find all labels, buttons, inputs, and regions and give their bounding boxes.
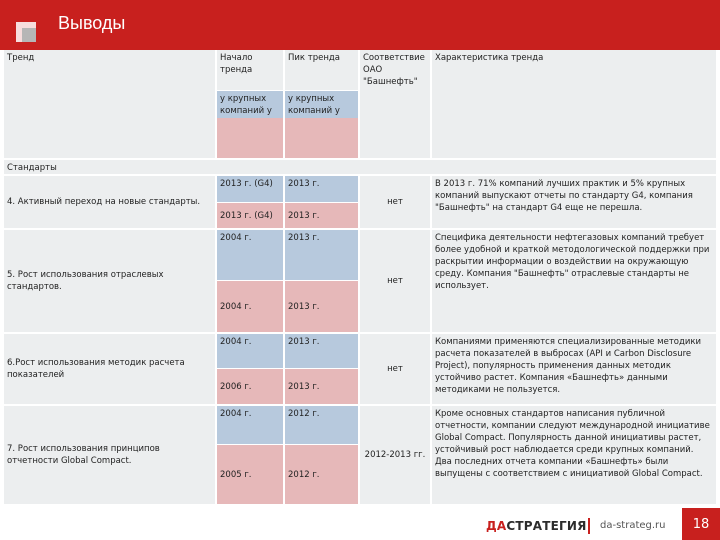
subheader-start: у крупных компаний у xyxy=(217,91,283,158)
start-big-cell: 2004 г. xyxy=(217,334,283,368)
characteristic-cell: В 2013 г. 71% компаний лучших практик и 5% крупных компаний выпускают отчеты по стандарту G4, компания "Башнефть" на стандарт G4 еще не перешла. xyxy=(432,176,716,228)
page-number: 18 xyxy=(682,508,720,540)
trend-cell: 6.Рост использования методик расчета показателей xyxy=(4,334,215,404)
characteristic-cell: Специфика деятельности нефтегазовых компаний требует более удобной и краткой методологической поддержки при раскрытии информации о воздействии на окружающую среду. Компания "Башнефть" отраслевые стандарты не использует. xyxy=(432,230,716,332)
characteristic-cell: Кроме основных стандартов написания публичной отчетности, компании следуют международной инициативе Global Compact. Популярность данной инициативы растет, устойчивый рост наблюдается среди крупных компаний. Два последних отчета компании «Башнефть» были выпущены с соответствием с инициативой Global Compact. xyxy=(432,406,716,504)
section-label: Стандарты xyxy=(4,160,716,174)
footer-site-link[interactable]: da-strateg.ru xyxy=(600,520,666,531)
col-header-match: Соответствие ОАО "Башнефть" xyxy=(360,50,430,158)
match-cell: 2012-2013 гг. xyxy=(360,406,430,504)
peak-big-cell: 2013 г. xyxy=(285,230,358,280)
start-big-cell: 2004 г. xyxy=(217,230,283,280)
subheader-peak-best xyxy=(285,118,358,158)
peak-best-cell: 2013 г. xyxy=(285,369,358,404)
col-header-start: Начало тренда xyxy=(217,50,283,90)
col-header-peak: Пик тренда xyxy=(285,50,358,90)
col-header-characteristic: Характеристика тренда xyxy=(432,50,716,158)
peak-best-cell: 2013 г. xyxy=(285,281,358,332)
match-cell: нет xyxy=(360,230,430,332)
trend-cell: 7. Рост использования принципов отчетности Global Compact. xyxy=(4,406,215,504)
logo-square-icon xyxy=(22,28,36,42)
header-bar xyxy=(0,0,720,50)
company-logo xyxy=(486,519,587,533)
trend-cell: 4. Активный переход на новые стандарты. xyxy=(4,176,215,228)
col-header-trend: Тренд xyxy=(4,50,215,158)
subheader-peak: у крупных компаний у xyxy=(285,91,358,158)
start-best-cell: 2013 г. (G4) xyxy=(217,203,283,228)
start-big-cell: 2013 г. (G4) xyxy=(217,176,283,202)
slide-title: Выводы xyxy=(58,13,126,33)
match-cell: нет xyxy=(360,176,430,228)
peak-big-cell: 2012 г. xyxy=(285,406,358,444)
start-best-cell: 2004 г. xyxy=(217,281,283,332)
peak-best-cell: 2012 г. xyxy=(285,445,358,504)
characteristic-cell: Компаниями применяются специализированные методики расчета показателей в выбросах (API и Carbon Disclosure Project), популярность применения данных методик устойчиво растет. Компания «Башнефть» данными методиками не пользуется. xyxy=(432,334,716,404)
start-best-cell: 2006 г. xyxy=(217,369,283,404)
peak-big-cell: 2013 г. xyxy=(285,176,358,202)
logo-part-b: СТРАТЕГИЯ xyxy=(506,519,587,533)
start-best-cell: 2005 г. xyxy=(217,445,283,504)
peak-best-cell: 2013 г. xyxy=(285,203,358,228)
start-big-cell: 2004 г. xyxy=(217,406,283,444)
trend-cell: 5. Рост использования отраслевых стандартов. xyxy=(4,230,215,332)
peak-big-cell: 2013 г. xyxy=(285,334,358,368)
logo-part-a: ДА xyxy=(486,519,507,533)
subheader-start-best xyxy=(217,118,283,158)
match-cell: нет xyxy=(360,334,430,404)
footer-divider xyxy=(588,518,590,534)
